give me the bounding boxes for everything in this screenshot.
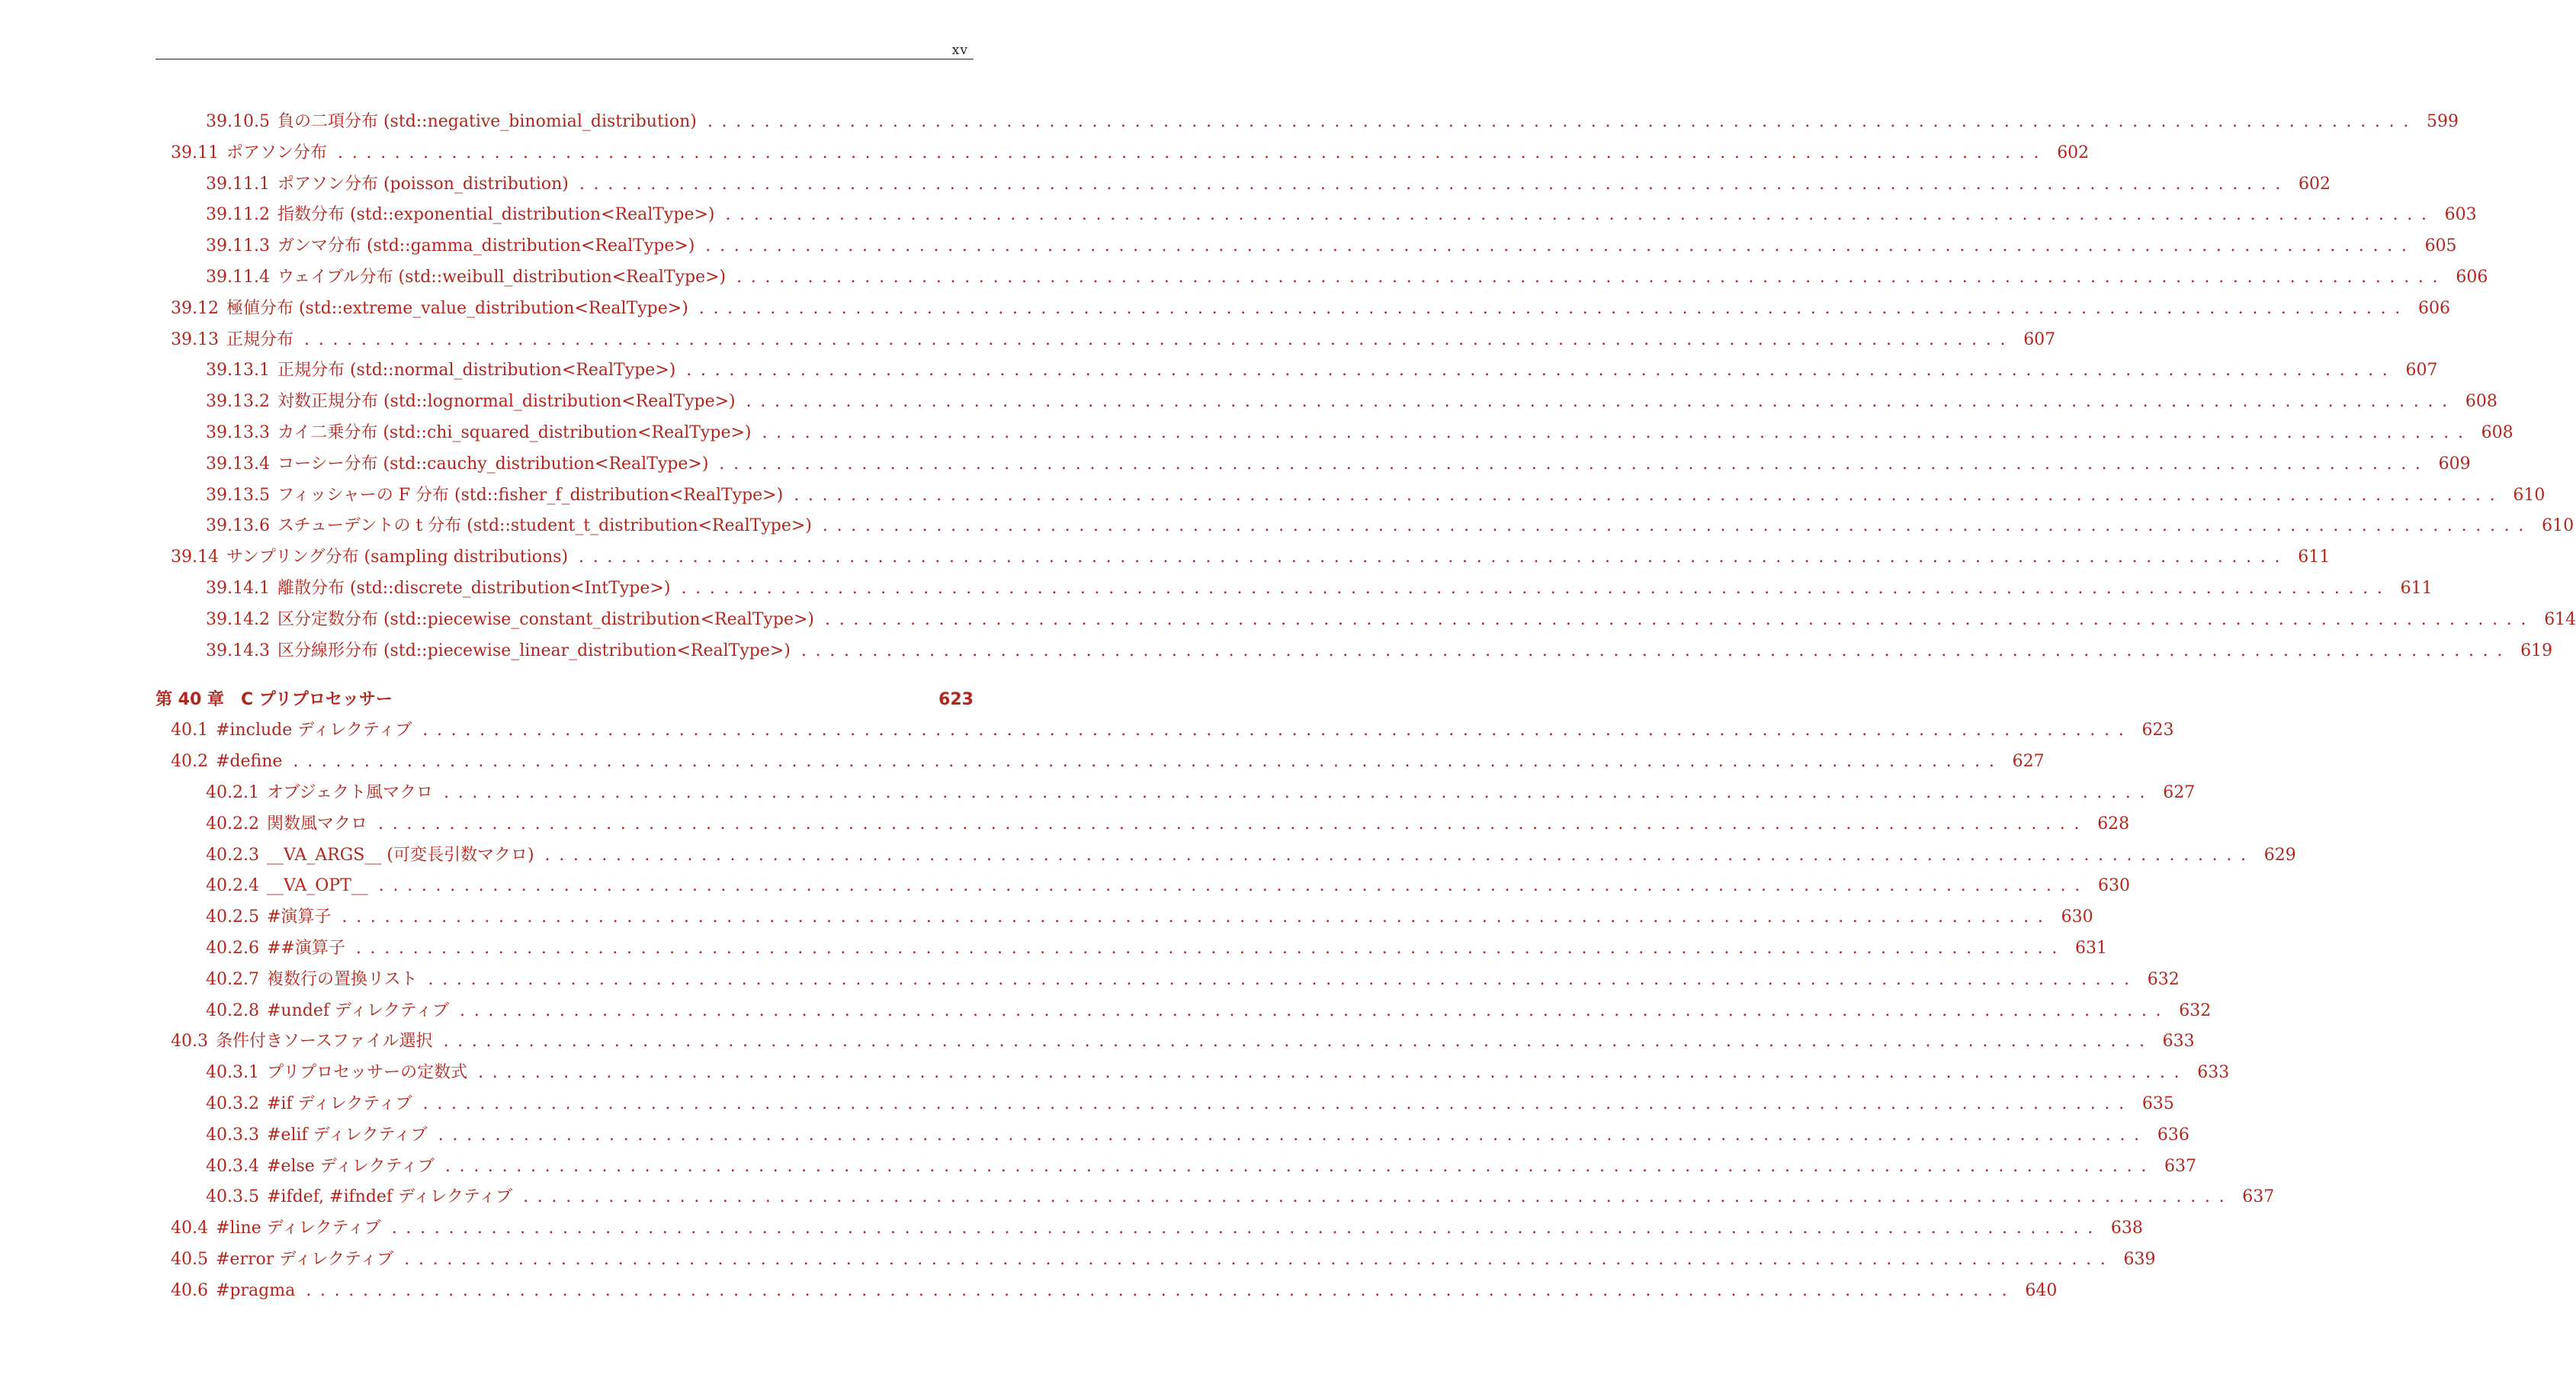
toc-entry-page: 610 <box>2513 485 2546 505</box>
dot-leader: ........................................................................................................................ <box>355 938 2067 958</box>
dot-leader: ........................................................................................................................ <box>544 845 2255 865</box>
toc-entry-number: 39.11.3 <box>206 236 270 256</box>
toc-entry-number: 39.11 <box>171 143 219 162</box>
toc-entry-title: フィッシャーの F 分布 (std::fisher_f_distribution<RealType>) <box>277 485 784 505</box>
toc-entry[interactable] <box>156 778 2196 809</box>
toc-entry[interactable] <box>156 871 2130 902</box>
dot-leader: ........................................................................................................................ <box>443 1032 2154 1052</box>
toc-entry-number: 40.2.2 <box>206 814 259 833</box>
toc-entry-page: 610 <box>2542 516 2574 536</box>
toc-entry[interactable] <box>156 480 2546 512</box>
dot-leader: ........................................................................................................................ <box>444 1156 2156 1176</box>
dot-leader: ........................................................................................................................ <box>478 1063 2189 1083</box>
dot-leader: ........................................................................................................................ <box>746 392 2456 412</box>
toc-entry-number: 39.13.2 <box>206 392 270 412</box>
toc-entry-title: ##演算子 <box>266 938 345 958</box>
toc-entry-title: 複数行の置換リスト <box>266 969 418 989</box>
dot-leader: ........................................................................................................................ <box>404 1249 2115 1269</box>
toc-entry-page: 637 <box>2242 1187 2275 1207</box>
toc-entry-title: カイ二乗分布 (std::chi_squared_distribution<RealType>) <box>277 422 752 442</box>
chapter-label: 第 40 章 <box>156 690 224 710</box>
toc-entry-title: 対数正規分布 (std::lognormal_distribution<RealType>) <box>277 392 736 412</box>
toc-entry-title: __VA_ARGS__ (可変長引数マクロ) <box>266 845 534 865</box>
toc-entry-number: 40.2.1 <box>206 782 259 802</box>
dot-leader: ........................................................................................................................ <box>422 1094 2133 1113</box>
toc-entry-number: 39.13 <box>171 329 219 349</box>
dot-leader: ........................................................................................................................ <box>579 174 2290 194</box>
toc-entry[interactable] <box>156 231 2457 262</box>
toc-section-b <box>156 715 2296 1306</box>
toc-entry-page: 606 <box>2456 267 2488 287</box>
toc-entry-title: #ifdef, #ifndef ディレクティブ <box>266 1187 513 1207</box>
toc-entry-title: 正規分布 (std::normal_distribution<RealType>) <box>277 361 676 381</box>
toc-entry-number: 39.10.5 <box>206 112 270 131</box>
toc-entry[interactable] <box>156 933 2108 965</box>
chapter-title: C プリプロセッサー <box>240 690 393 710</box>
toc-entry-title: #else ディレクティブ <box>266 1156 435 1176</box>
dot-leader: ........................................................................................................................ <box>822 516 2533 536</box>
toc-entry-number: 39.11.2 <box>206 205 270 225</box>
dot-leader: ........................................................................................................................ <box>707 112 2418 131</box>
dot-leader: ........................................................................................................................ <box>438 1125 2148 1145</box>
dot-leader: ........................................................................................................................ <box>460 1000 2170 1020</box>
toc-entry[interactable] <box>156 902 2093 933</box>
toc-entry[interactable] <box>156 387 2497 418</box>
toc-entry-number: 40.2.7 <box>206 969 259 989</box>
dot-leader: ........................................................................................................................ <box>719 454 2430 474</box>
dot-leader: ........................................................................................................................ <box>342 907 2052 927</box>
toc-entry-page: 627 <box>2012 752 2045 772</box>
dot-leader: ........................................................................................................................ <box>698 298 2409 318</box>
dot-leader: ........................................................................................................................ <box>762 422 2472 442</box>
toc-entry-number: 39.14.3 <box>206 641 270 660</box>
toc-entry[interactable] <box>156 169 2331 201</box>
toc-entry[interactable] <box>156 965 2180 996</box>
toc-entry-title: 極値分布 (std::extreme_value_distribution<RealType>) <box>226 298 688 318</box>
dot-leader: ........................................................................................................................ <box>523 1187 2234 1207</box>
toc-entry[interactable] <box>156 636 2553 667</box>
toc-entry-page: 630 <box>2061 907 2093 927</box>
toc-entry-page: 638 <box>2110 1219 2143 1238</box>
toc-entry-title: ポアソン分布 <box>226 143 327 162</box>
toc-entry[interactable] <box>156 1151 2197 1183</box>
toc-entry[interactable] <box>156 715 2174 747</box>
toc-entry-page: 640 <box>2025 1280 2058 1300</box>
toc-entry-number: 40.3.3 <box>206 1125 259 1145</box>
toc-entry[interactable] <box>156 1245 2156 1276</box>
toc-entry[interactable] <box>156 840 2296 872</box>
toc-entry-page: 605 <box>2424 236 2457 256</box>
toc-entry-number: 40.3.1 <box>206 1063 259 1083</box>
toc-entry-number: 40.3 <box>171 1032 208 1052</box>
toc-entry-title: オブジェクト風マクロ <box>266 782 434 802</box>
toc-entry-page: 602 <box>2299 174 2331 194</box>
toc-entry-title: #include ディレクティブ <box>215 721 412 740</box>
toc-entry-title: 負の二項分布 (std::negative_binomial_distribution) <box>277 112 697 131</box>
dot-leader: ........................................................................................................................ <box>825 609 2536 629</box>
toc-entry-title: #undef ディレクティブ <box>266 1000 450 1020</box>
toc-entry-title: 正規分布 <box>226 329 294 349</box>
toc-entry-title: 区分定数分布 (std::piecewise_constant_distribution<RealType>) <box>277 609 814 629</box>
toc-entry[interactable] <box>156 1182 2275 1213</box>
toc-entry-number: 40.2.4 <box>206 876 259 896</box>
dot-leader: ........................................................................................................................ <box>378 876 2089 896</box>
toc-entry-title: プリプロセッサーの定数式 <box>266 1063 468 1083</box>
dot-leader: ........................................................................................................................ <box>725 205 2436 225</box>
toc-entry[interactable] <box>156 1058 2230 1089</box>
dot-leader: ........................................................................................................................ <box>306 1280 2016 1300</box>
toc-entry-page: 607 <box>2405 361 2438 381</box>
toc-entry[interactable] <box>156 511 2574 542</box>
toc-entry-page: 611 <box>2298 548 2331 567</box>
toc-entry-page: 630 <box>2097 876 2130 896</box>
toc-entry[interactable] <box>156 747 2045 778</box>
dot-leader: ........................................................................................................................ <box>378 814 2089 833</box>
toc-entry-page: 635 <box>2141 1094 2174 1113</box>
toc-entry-page: 631 <box>2075 938 2108 958</box>
toc-entry-title: 区分線形分布 (std::piecewise_linear_distribution<RealType>) <box>277 641 791 660</box>
toc-entry[interactable] <box>156 138 2090 169</box>
toc-entry[interactable] <box>156 418 2513 449</box>
toc-entry-title: #pragma <box>215 1280 296 1300</box>
toc-entry[interactable] <box>156 809 2130 840</box>
toc-entry[interactable] <box>156 1276 2058 1307</box>
toc-entry[interactable] <box>156 605 2576 636</box>
toc-entry-page: 636 <box>2157 1125 2189 1145</box>
dot-leader: ........................................................................................................................ <box>338 143 2048 162</box>
toc-entry-title: #elif ディレクティブ <box>266 1125 428 1145</box>
toc-entry[interactable] <box>156 355 2438 387</box>
toc-entry-number: 40.6 <box>171 1280 208 1300</box>
toc-entry-page: 627 <box>2163 782 2196 802</box>
toc-entry-number: 39.13.1 <box>206 361 270 381</box>
toc-entry[interactable] <box>156 542 2331 573</box>
toc-entry-number: 40.3.2 <box>206 1094 259 1113</box>
toc-entry-page: 619 <box>2520 641 2553 660</box>
toc-entry-page: 629 <box>2263 845 2296 865</box>
toc-entry[interactable] <box>156 1026 2195 1058</box>
toc-chapter-heading[interactable] <box>156 685 974 715</box>
toc-entry-number: 39.13.5 <box>206 485 270 505</box>
toc-entry-page: 606 <box>2417 298 2450 318</box>
chapter-page: 623 <box>938 690 974 710</box>
dot-leader: ........................................................................................................................ <box>686 361 2397 381</box>
toc-entry[interactable] <box>156 262 2488 294</box>
toc-entry-title: #line ディレクティブ <box>215 1219 381 1238</box>
dot-leader: ........................................................................................................................ <box>800 641 2512 660</box>
toc-entry-number: 39.14.2 <box>206 609 270 629</box>
dot-leader: ........................................................................................................................ <box>681 578 2392 598</box>
dot-leader: ........................................................................................................................ <box>794 485 2504 505</box>
toc-entry-title: ポアソン分布 (poisson_distribution) <box>277 174 569 194</box>
toc-entry-number: 40.2.8 <box>206 1000 259 1020</box>
dot-leader: ........................................................................................................................ <box>579 548 2289 567</box>
toc-entry-number: 39.11.1 <box>206 174 270 194</box>
toc-section-a <box>156 107 2576 666</box>
toc-entry[interactable] <box>156 200 2477 231</box>
toc-entry-title: スチューデントの t 分布 (std::student_t_distribution<RealType>) <box>277 516 812 536</box>
toc-entry-number: 39.13.3 <box>206 422 270 442</box>
toc-entry-number: 39.14.1 <box>206 578 270 598</box>
toc-entry[interactable] <box>156 1213 2143 1245</box>
toc-entry-page: 614 <box>2544 609 2576 629</box>
dot-leader: ........................................................................................................................ <box>736 267 2447 287</box>
toc-entry-title: #error ディレクティブ <box>215 1249 394 1269</box>
toc-entry-title: #define <box>215 752 283 772</box>
toc-entry-number: 40.3.4 <box>206 1156 259 1176</box>
toc-entry-number: 40.2.6 <box>206 938 259 958</box>
dot-leader: ........................................................................................................................ <box>391 1219 2102 1238</box>
toc-entry-title: コーシー分布 (std::cauchy_distribution<RealType>) <box>277 454 709 474</box>
toc-entry-page: 608 <box>2481 422 2513 442</box>
toc-entry-number: 39.11.4 <box>206 267 270 287</box>
toc-entry-number: 40.2.3 <box>206 845 259 865</box>
dot-leader: ........................................................................................................................ <box>444 782 2154 802</box>
toc-entry-title: ウェイブル分布 (std::weibull_distribution<RealType>) <box>277 267 727 287</box>
toc-entry-number: 40.3.5 <box>206 1187 259 1207</box>
toc-entry-number: 39.13.4 <box>206 454 270 474</box>
dot-leader: ........................................................................................................................ <box>705 236 2416 256</box>
toc-entry-title: #演算子 <box>266 907 332 927</box>
toc-entry-page: 639 <box>2123 1249 2156 1269</box>
toc-entry-title: 関数風マクロ <box>266 814 367 833</box>
toc-entry-page: 611 <box>2400 578 2433 598</box>
toc-entry[interactable] <box>156 325 2056 356</box>
toc-entry-page: 637 <box>2164 1156 2197 1176</box>
toc-entry-title: ガンマ分布 (std::gamma_distribution<RealType>) <box>277 236 695 256</box>
toc-entry[interactable] <box>156 449 2471 480</box>
toc-entry-page: 603 <box>2444 205 2477 225</box>
toc-entry-title: #if ディレクティブ <box>266 1094 412 1113</box>
toc-entry[interactable] <box>156 1120 2189 1151</box>
toc-entry-page: 633 <box>2197 1063 2230 1083</box>
dot-leader: ........................................................................................................................ <box>428 969 2138 989</box>
toc-entry-number: 40.1 <box>171 721 208 740</box>
dot-leader: ........................................................................................................................ <box>293 752 2003 772</box>
toc-entry-title: __VA_OPT__ <box>266 876 368 896</box>
toc-entry-page: 628 <box>2097 814 2130 833</box>
dot-leader: ........................................................................................................................ <box>422 721 2133 740</box>
toc-entry[interactable] <box>156 1089 2174 1120</box>
toc-entry-page: 599 <box>2427 112 2459 131</box>
toc-entry-number: 40.2.5 <box>206 907 259 927</box>
toc-entry-title: 条件付きソースファイル選択 <box>215 1032 433 1052</box>
toc-entry-number: 39.13.6 <box>206 516 270 536</box>
page-number: xv <box>951 43 968 58</box>
toc-entry-title: サンプリング分布 (sampling distributions) <box>226 548 569 567</box>
toc-entry-number: 39.12 <box>171 298 219 318</box>
table-of-contents <box>156 107 2576 1306</box>
toc-entry-page: 607 <box>2023 329 2056 349</box>
toc-entry-title: 離散分布 (std::discrete_distribution<IntType>) <box>277 578 671 598</box>
toc-entry[interactable] <box>156 107 2459 138</box>
toc-entry-number: 40.2 <box>171 752 208 772</box>
toc-entry-page: 602 <box>2057 143 2090 162</box>
toc-entry[interactable] <box>156 996 2212 1027</box>
toc-entry-page: 609 <box>2438 454 2471 474</box>
toc-entry-number: 40.5 <box>171 1249 208 1269</box>
toc-entry-title: 指数分布 (std::exponential_distribution<RealType>) <box>277 205 715 225</box>
toc-entry-number: 39.14 <box>171 548 219 567</box>
toc-entry-page: 632 <box>2147 969 2180 989</box>
toc-entry[interactable] <box>156 573 2433 605</box>
dot-leader: ........................................................................................................................ <box>304 329 2015 349</box>
toc-entry[interactable] <box>156 294 2450 325</box>
toc-entry-page: 608 <box>2465 392 2497 412</box>
toc-entry-page: 632 <box>2179 1000 2212 1020</box>
toc-entry-number: 40.4 <box>171 1219 208 1238</box>
toc-entry-page: 633 <box>2162 1032 2195 1052</box>
toc-entry-page: 623 <box>2141 721 2174 740</box>
